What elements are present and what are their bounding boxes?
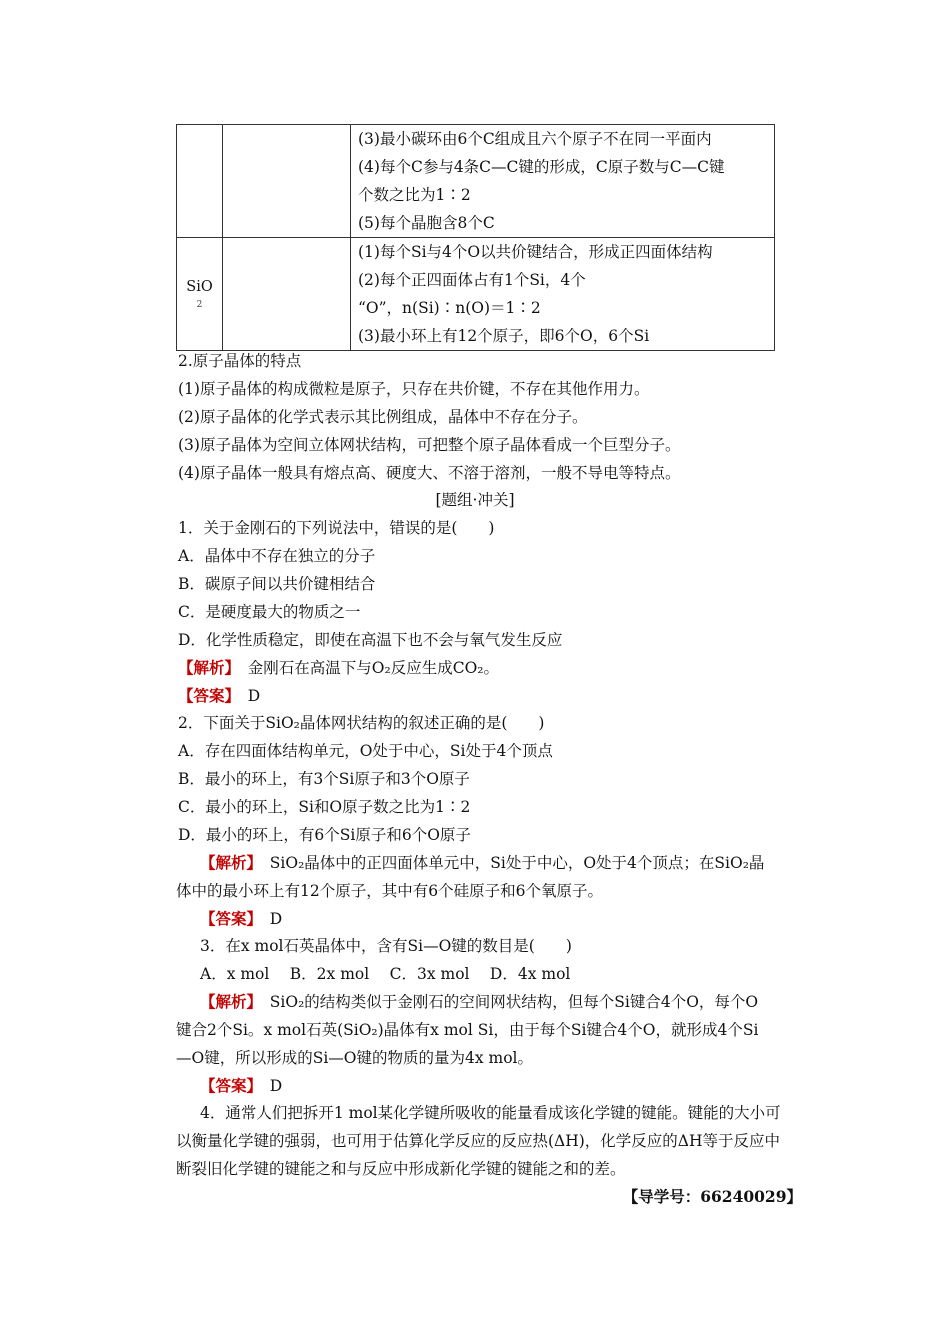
table-cell-description: [351, 238, 775, 351]
table-cell-name: [177, 125, 223, 238]
q4-stem-line-1: 4．通常人们把拆开1 mol某化学键所吸收的能量看成该化学键的键能。键能的大小可: [200, 1104, 781, 1122]
q2-answer-value: D: [269, 910, 283, 928]
q1-option-d: D．化学性质稳定，即使在高温下也不会与氧气发生反应: [178, 631, 563, 649]
analysis-tag: 【解析】: [178, 658, 233, 677]
answer-tag: 【答案】: [200, 1076, 255, 1095]
feature-point-1: (1)原子晶体的构成微粒是原子，只存在共价键，不存在其他作用力。: [178, 380, 650, 398]
sio2-feature-1: (1)每个Si与4个O以共价键结合，形成正四面体结构: [358, 243, 713, 261]
diamond-feature-3: (3)最小碳环由6个C组成且六个原子不在同一平面内: [358, 130, 712, 148]
feature-point-4: (4)原子晶体一般具有熔点高、硬度大、不溶于溶剂，一般不导电等特点。: [178, 464, 681, 482]
q1-analysis: [178, 654, 499, 682]
analysis-tag: 【解析】: [200, 992, 255, 1011]
table-row-sio2: [177, 238, 775, 351]
sio2-name-cell: [177, 238, 223, 351]
sio2-feature-3: (3)最小环上有12个原子，即6个O，6个Si: [358, 327, 650, 345]
sio2-feature-2-cont: “O”，n(Si)∶n(O)＝1∶2: [358, 299, 541, 317]
table-cell-description: [351, 125, 775, 238]
q1-option-c: C．是硬度最大的物质之一: [178, 603, 361, 621]
sio2-feature-2: (2)每个正四面体占有1个Si，4个: [358, 271, 586, 289]
q3-answer: [200, 1072, 282, 1100]
q4-stem-line-3: 断裂旧化学键的键能之和与反应中形成新化学键的键能之和的差。: [176, 1160, 626, 1178]
feature-point-3: (3)原子晶体为空间立体网状结构，可把整个原子晶体看成一个巨型分子。: [178, 436, 681, 454]
q1-stem: 1．关于金刚石的下列说法中，错误的是( ): [178, 519, 495, 537]
table-cell-empty: [223, 125, 351, 238]
q3-analysis: [200, 988, 758, 1016]
q3-answer-value: D: [269, 1077, 283, 1095]
q3-options: A．x mol B．2x mol C．3x mol D．4x mol: [200, 965, 571, 983]
answer-tag: 【答案】: [200, 909, 255, 928]
q2-option-b: B．最小的环上，有3个Si原子和3个O原子: [178, 770, 470, 788]
section-heading: 2.原子晶体的特点: [178, 352, 302, 370]
q2-analysis-cont: 体中的最小环上有12个原子，其中有6个硅原子和6个氧原子。: [176, 882, 603, 900]
q2-analysis: [200, 849, 764, 877]
diamond-feature-5: (5)每个晶胞含8个C: [358, 214, 495, 232]
q2-option-c: C．最小的环上，Si和O原子数之比为1∶2: [178, 798, 471, 816]
table-cell-empty: [223, 238, 351, 351]
analysis-tag: 【解析】: [200, 853, 255, 872]
q2-analysis-text: SiO₂晶体中的正四面体单元中，Si处于中心，O处于4个顶点；在SiO₂晶: [269, 854, 765, 872]
diamond-feature-4-cont: 个数之比为1∶2: [358, 186, 471, 204]
q2-option-d: D．最小的环上，有6个Si原子和6个O原子: [178, 826, 471, 844]
answer-tag: 【答案】: [178, 686, 233, 705]
guide-number: 【导学号：66240029】: [622, 1187, 802, 1206]
q3-analysis-cont-2: —O键，所以形成的Si—O键的物质的量为4x mol。: [176, 1049, 534, 1067]
q1-option-b: B．碳原子间以共价键相结合: [178, 575, 376, 593]
q3-analysis-text: SiO₂的结构类似于金刚石的空间网状结构，但每个Si键合4个O，每个O: [269, 993, 759, 1011]
q1-analysis-text: 金刚石在高温下与O₂反应生成CO₂。: [247, 659, 499, 677]
q2-option-a: A．存在四面体结构单元，O处于中心，Si处于4个顶点: [178, 742, 553, 760]
sio2-name: SiO: [186, 279, 213, 295]
q1-answer-value: D: [247, 687, 261, 705]
q1-answer: [178, 682, 260, 710]
group-title: [题组·冲关]: [435, 491, 515, 509]
q4-stem-line-2: 以衡量化学键的强弱，也可用于估算化学反应的反应热(ΔH)，化学反应的ΔH等于反应中: [176, 1132, 781, 1150]
sio2-subscript: 2: [196, 300, 203, 310]
diamond-feature-4: (4)每个C参与4条C—C键的形成，C原子数与C—C键: [358, 158, 725, 176]
q2-answer: [200, 905, 282, 933]
q1-option-a: A．晶体中不存在独立的分子: [178, 547, 376, 565]
q3-stem: 3．在x mol石英晶体中，含有Si—O键的数目是( ): [200, 937, 572, 955]
feature-point-2: (2)原子晶体的化学式表示其比例组成，晶体中不存在分子。: [178, 408, 588, 426]
table-row-diamond: [177, 125, 775, 238]
q3-analysis-cont: 键合2个Si。x mol石英(SiO₂)晶体有x mol Si，由于每个Si键合4个O，就形成4个Si: [176, 1021, 759, 1039]
q2-stem: 2．下面关于SiO₂晶体网状结构的叙述正确的是( ): [178, 714, 545, 732]
crystal-structure-table: [176, 124, 775, 351]
